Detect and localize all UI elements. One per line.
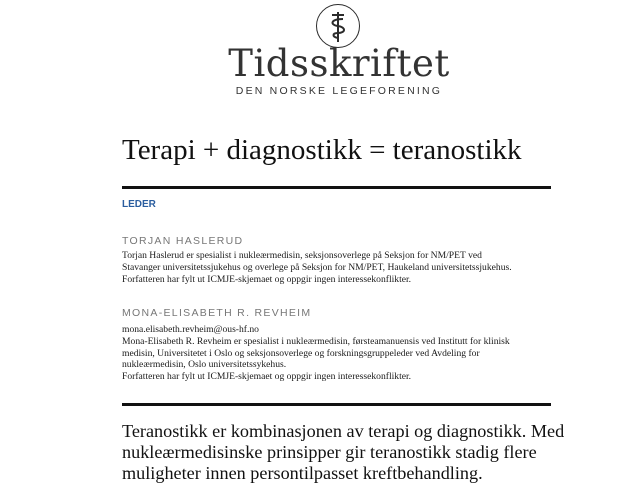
article-title: Terapi + diagnostikk = teranostikk bbox=[122, 134, 522, 166]
bio-line: medisin, Universitetet i Oslo og seksjonsoverlege og forskningsgruppeleder ved Avdeling for bbox=[122, 347, 480, 359]
bio-line: nukleærmedisin, Oslo universitetssykehus. bbox=[122, 359, 287, 371]
bio-line: Torjan Haslerud er spesialist i nukleærmedisin, seksjonsoverlege på Seksjon for NM/PET ved bbox=[122, 250, 482, 261]
lead-line: muligheter innen persontilpasset kreftbehandling. bbox=[122, 463, 483, 483]
bio-line: Forfatteren har fylt ut ICMJE-skjemaet og oppgir ingen interessekonflikter. bbox=[122, 371, 412, 383]
author-name: MONA-ELISABETH R. REVHEIM bbox=[122, 307, 312, 319]
bio-line: Stavanger universitetssjukehus og overlege på Seksjon for NM/PET, Haukeland universitetssjukehus. bbox=[122, 261, 512, 273]
article-lead bbox=[122, 421, 565, 484]
bio-line: Mona-Elisabeth R. Revheim er spesialist i nukleærmedisin, førsteamanuensis ved Institutt for klinisk bbox=[122, 335, 510, 347]
lead-line: Teranostikk er kombinasjonen av terapi og diagnostikk. Med bbox=[122, 421, 565, 441]
title-divider bbox=[122, 186, 551, 189]
author-name: TORJAN HASLERUD bbox=[122, 235, 244, 247]
author-email-link[interactable]: mona.elisabeth.revheim@ous-hf.no bbox=[122, 324, 259, 335]
brand-logo-text[interactable]: Tidsskriftet bbox=[228, 42, 450, 85]
author-bio bbox=[122, 250, 562, 285]
article-category[interactable]: LEDER bbox=[122, 199, 156, 210]
lead-line: nukleærmedisinske prinsipper gir teranostikk stadig flere bbox=[122, 442, 537, 462]
authors-divider bbox=[122, 403, 551, 406]
author-bio bbox=[122, 324, 562, 383]
brand-tagline: DEN NORSKE LEGEFORENING bbox=[235, 85, 443, 97]
bio-line: Forfatteren har fylt ut ICMJE-skjemaet og oppgir ingen interessekonflikter. bbox=[122, 273, 412, 285]
